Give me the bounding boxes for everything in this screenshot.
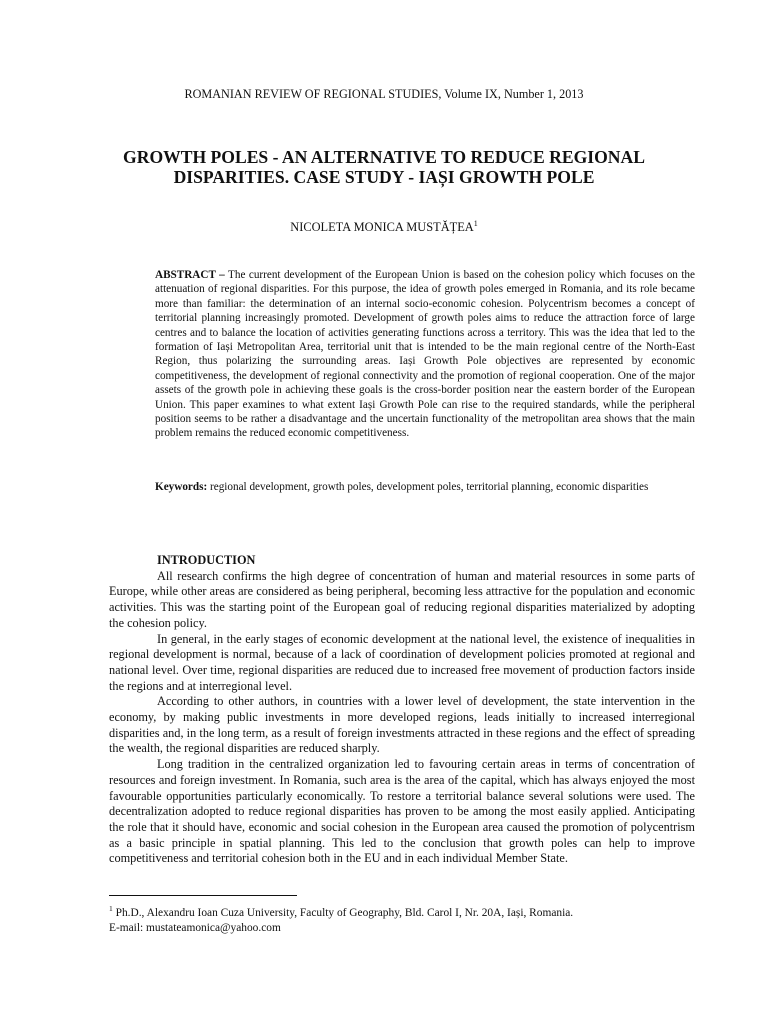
keywords xyxy=(155,480,695,494)
footnote-email: E-mail: mustateamonica@yahoo.com xyxy=(109,921,281,934)
abstract xyxy=(155,268,695,441)
footnote-affiliation: Ph.D., Alexandru Ioan Cuza University, Faculty of Geography, Bld. Carol I, Nr. 20A, Iași, Romania. xyxy=(115,907,574,919)
paragraph-4: Long tradition in the centralized organization led to favouring certain areas in terms of concentration of resources and foreign investment. In Romania, such area is the area of the capital, which has always enjoyed the most favourable opportunities particularly economically. To restore a territorial balance several solutions were used. The decentralization adopted to reduce regional disparities has proven to be among the most easily applied. Anticipating the role that it should have, economic and social cohesion in the European area caused the promotion of polycentrism as a basic principle in spatial planning. This led to the conclusion that growth poles can help to improve competitiveness and territorial cohesion both in the EU and in each individual Member State. xyxy=(109,757,695,866)
author-line xyxy=(0,219,768,235)
article-title xyxy=(60,147,708,187)
title-line-1: GROWTH POLES - AN ALTERNATIVE TO REDUCE REGIONAL xyxy=(123,147,645,167)
author-name: NICOLETA MONICA MUSTĂȚEA xyxy=(290,220,474,234)
author-footnote-mark: 1 xyxy=(473,219,478,228)
footnote-mark: 1 xyxy=(109,904,113,913)
footnote-divider xyxy=(109,895,297,896)
title-line-2: DISPARITIES. CASE STUDY - IAȘI GROWTH POLE xyxy=(173,167,595,187)
journal-header: ROMANIAN REVIEW OF REGIONAL STUDIES, Volume IX, Number 1, 2013 xyxy=(184,87,584,101)
footnote-line-1 xyxy=(109,902,699,921)
keywords-text: regional development, growth poles, development poles, territorial planning, economic disparities xyxy=(210,481,649,493)
abstract-label: ABSTRACT – xyxy=(155,269,225,281)
keywords-label: Keywords: xyxy=(155,481,208,493)
introduction-section xyxy=(109,553,695,867)
abstract-text: The current development of the European Union is based on the cohesion policy which focuses on the attenuation of regional disparities. For this purpose, the idea of growth poles emerged in Romania, and its role became more than familiar: the determination of an internal socio-economic cohesion. Polycentrism becomes a concept of territorial planning increasingly promoted. Development of growth poles aims to reduce the attraction force of large centres and to balance the location of activities generating functions across a territory. This was the idea that led to the formation of Iași Metropolitan Area, territorial unit that is intended to be the main regional centre of the North-East Region, thus polarizing the surrounding areas. Iași Growth Pole objectives are represented by economic competitiveness, the development of regional connectivity and the promotion of regional cooperation. One of the major assets of the growth pole in achieving these goals is the cross-border position near the eastern border of the European Union. This paper examines to what extent Iași Growth Pole can rise to the required standards, while the peripheral position seems to be rather a disadvantage and the uncertain functionality of the metropolitan area shows that the main problem remains the reduced economic competitiveness. xyxy=(155,269,695,440)
footnote xyxy=(109,902,699,935)
paragraph-1: All research confirms the high degree of concentration of human and material resources in some parts of Europe, while other areas are considered as being peripheral, becoming less attractive for the population and economic activities. This was the starting point of the European goal of reducing regional disparities materialized by adopting the cohesion policy. xyxy=(109,568,695,630)
paragraph-2: In general, in the early stages of economic development at the national level, the existence of inequalities in regional development is normal, because of a lack of coordination of development policies promoted at regional and national level. Over time, regional disparities are reduced due to increased free movement of production factors inside the regions and at interregional level. xyxy=(109,631,695,693)
section-heading: INTRODUCTION xyxy=(157,553,256,567)
paragraph-3: According to other authors, in countries with a lower level of development, the state intervention in the economy, by making public investments in more developed regions, leads initially to increased interregional disparities and, in the long term, as a result of foreign investments attracted in these regions and the effect of spreading the wealth, the regional disparities are reduced sharply. xyxy=(109,694,695,756)
